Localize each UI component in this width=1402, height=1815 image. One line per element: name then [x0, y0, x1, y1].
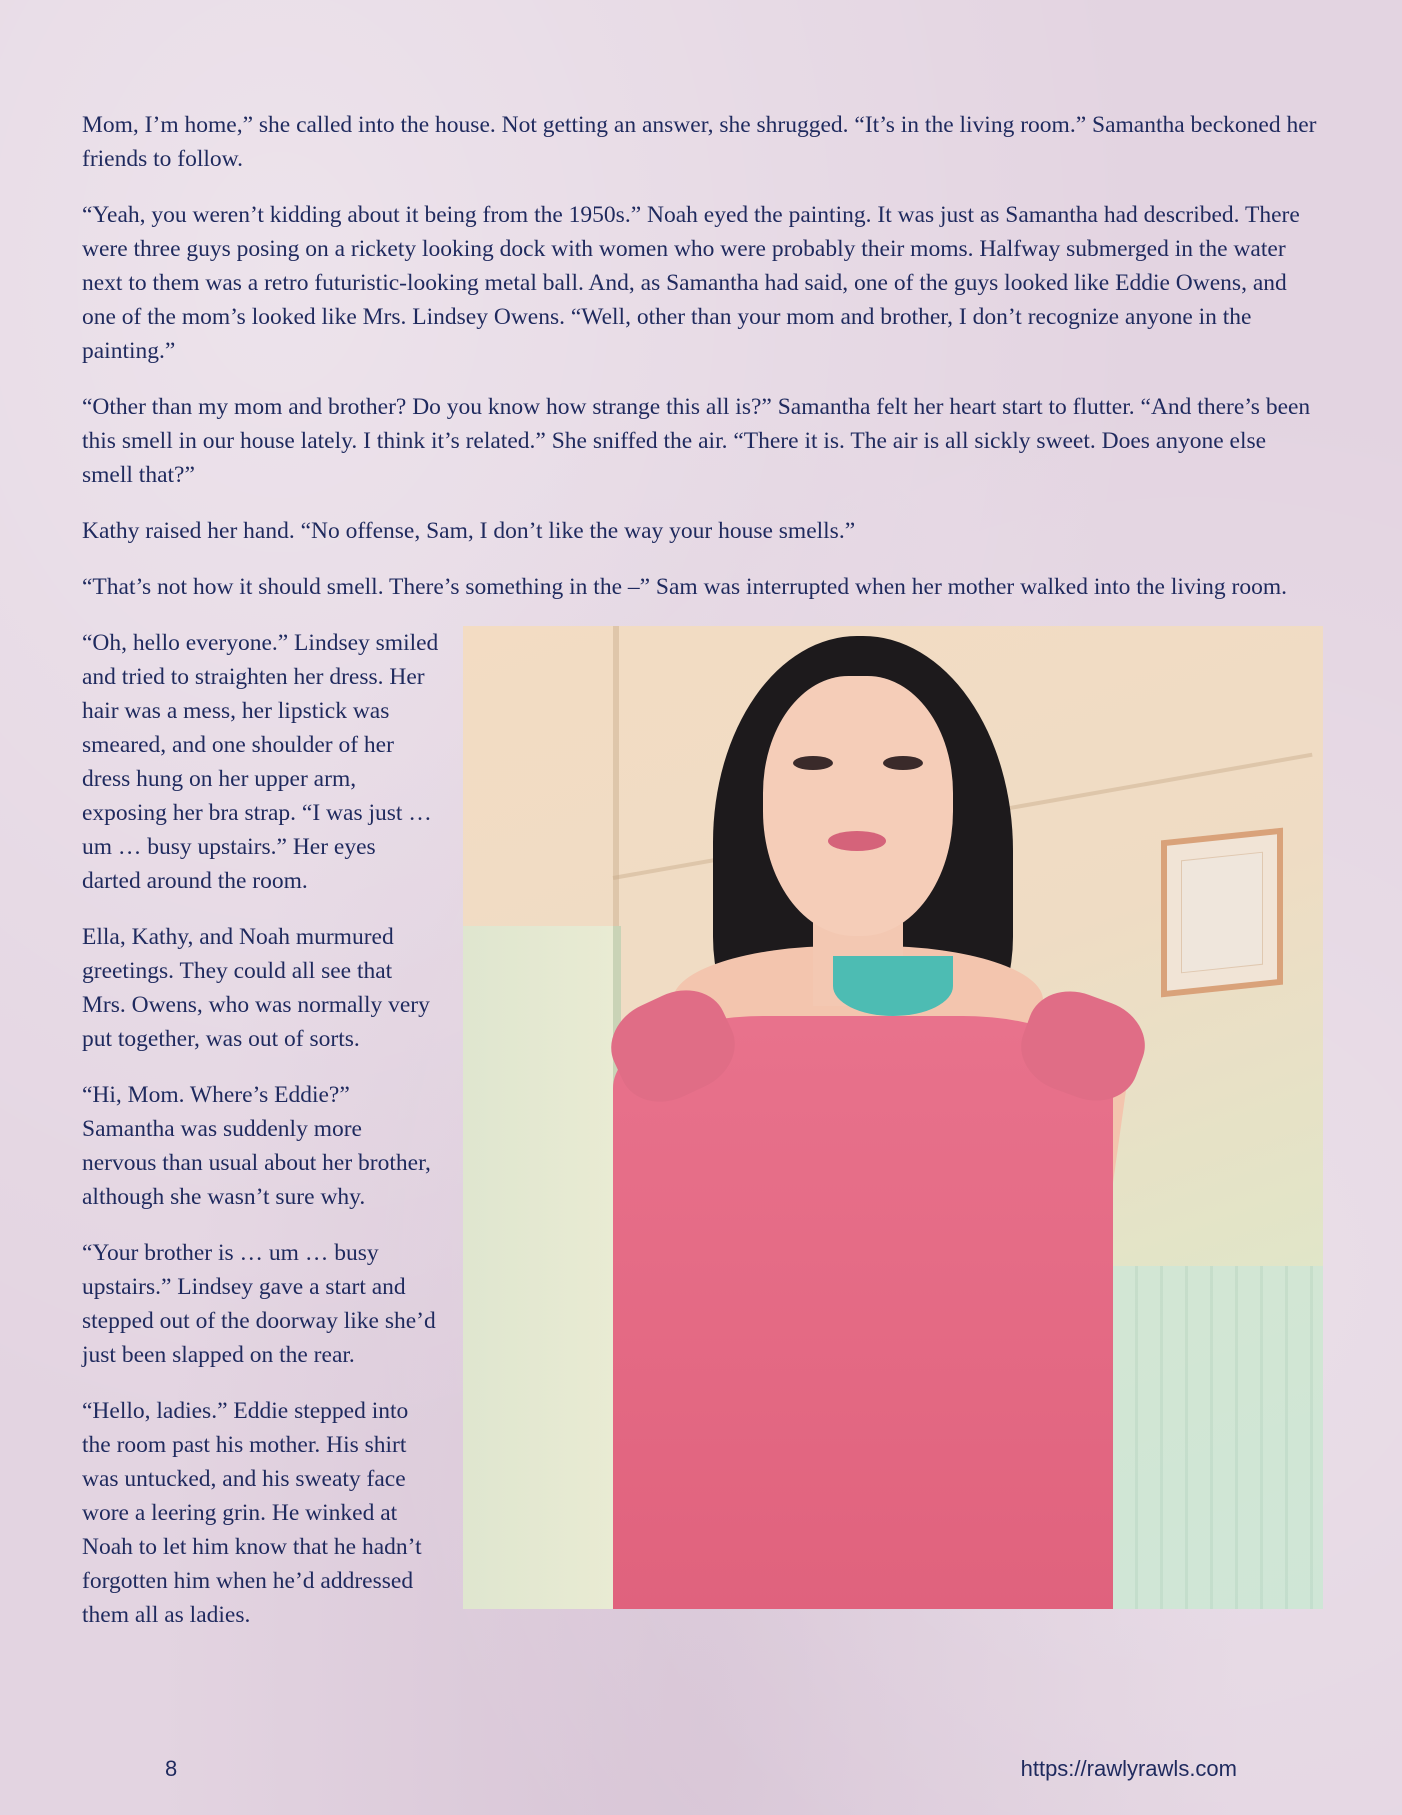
picture-frame	[1161, 828, 1283, 998]
page-number: 8	[165, 1756, 178, 1781]
paragraph: “Yeah, you weren’t kidding about it being from the 1950s.” Noah eyed the painting. It was just as Samantha had described. There were three guys posing on a rickety looking dock with women who were probably their moms. Halfway submerged in the water next to them was a retro futuristic-looking metal ball. And, as Samantha had said, one of the guys looked like Eddie Owens, and one of the mom’s looked like Mrs. Lindsey Owens. “Well, other than your mom and brother, I don’t recognize anyone in the painting.”	[82, 202, 1300, 364]
door	[463, 926, 621, 1609]
paragraph: “Other than my mom and brother? Do you know how strange this all is?” Samantha felt her heart start to flutter. “And there’s been this smell in our house lately. I think it’s related.” She sniffed the air. “There it is. The air is all sickly sweet. Does anyone else smell that?”	[82, 394, 1311, 488]
paragraph: “Your brother is … um … busy upstairs.” Lindsey gave a start and stepped out of the doorway like she’d just been slapped on the rear.	[82, 1240, 436, 1368]
paragraph: “Hello, ladies.” Eddie stepped into the room past his mother. His shirt was untucked, and his sweaty face wore a leering grin. He winked at Noah to let him know that he hadn’t forgotten him when he’d addressed them all as ladies.	[82, 1398, 422, 1628]
paragraph: “That’s not how it should smell. There’s something in the –” Sam was interrupted when her mother walked into the living room.	[82, 574, 1288, 600]
page-body	[82, 108, 1320, 1654]
paragraph: “Oh, hello everyone.” Lindsey smiled and tried to straighten her dress. Her hair was a mess, her lipstick was smeared, and one shoulder of her dress hung on her upper arm, exposing her bra strap. “I was just … um … busy upstairs.” Her eyes darted around the room.	[82, 630, 439, 894]
site-url[interactable]: https://rawlyrawls.com	[1020, 1756, 1237, 1781]
paragraph: Ella, Kathy, and Noah murmured greetings. They could all see that Mrs. Owens, who was normally very put together, was out of sorts.	[82, 924, 430, 1052]
paragraph: “Hi, Mom. Where’s Eddie?” Samantha was suddenly more nervous than usual about her brother, although she wasn’t sure why.	[82, 1082, 431, 1210]
bra-strap	[833, 956, 953, 1016]
paragraph: Mom, I’m home,” she called into the house. Not getting an answer, she shrugged. “It’s in the living room.” Samantha beckoned her friends to follow.	[82, 112, 1317, 172]
illustrated-section	[82, 626, 1320, 1654]
face	[763, 676, 953, 936]
paragraph: Kathy raised her hand. “No offense, Sam, I don’t like the way your house smells.”	[82, 518, 856, 544]
pink-dress	[613, 1016, 1113, 1609]
character-illustration	[463, 626, 1323, 1609]
